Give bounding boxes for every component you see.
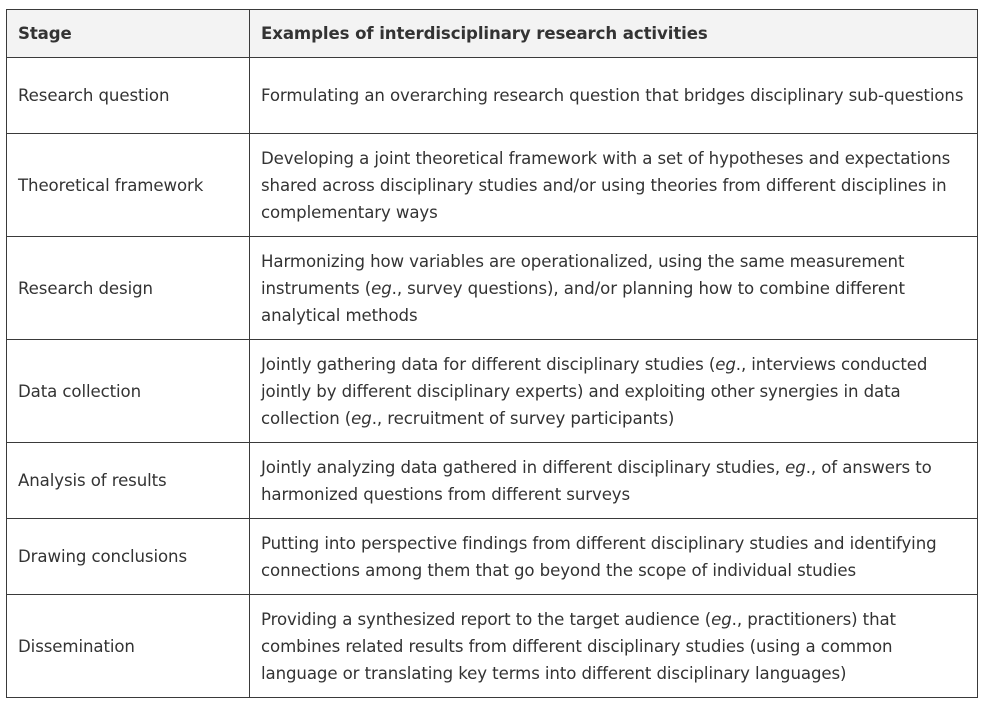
table-row — [7, 340, 978, 443]
examples-cell — [250, 519, 978, 595]
examples-text: Jointly gathering data for different disciplinary studies ( — [261, 354, 716, 374]
stage-cell: Research design — [7, 237, 250, 340]
table-header-row — [7, 10, 978, 58]
stage-cell: Data collection — [7, 340, 250, 443]
examples-cell — [250, 443, 978, 519]
examples-text: ., recruitment of survey participants) — [371, 408, 675, 428]
examples-cell — [250, 595, 978, 698]
column-header-stage: Stage — [7, 10, 250, 58]
stage-cell: Analysis of results — [7, 443, 250, 519]
stage-cell: Drawing conclusions — [7, 519, 250, 595]
examples-cell — [250, 58, 978, 134]
examples-text: Providing a synthesized report to the target audience ( — [261, 609, 712, 629]
table-row — [7, 519, 978, 595]
examples-text: ., survey questions), and/or planning how to combine different analytical methods — [261, 278, 905, 325]
stage-cell: Theoretical framework — [7, 134, 250, 237]
examples-text: Putting into perspective findings from different disciplinary studies and identifying connections among them that go beyond the scope of individual studies — [261, 533, 937, 580]
examples-cell — [250, 237, 978, 340]
eg-abbreviation: eg — [711, 609, 732, 629]
stage-cell: Dissemination — [7, 595, 250, 698]
examples-cell — [250, 340, 978, 443]
table-row — [7, 237, 978, 340]
interdisciplinary-activities-table — [6, 9, 978, 698]
examples-text: Harmonizing how variables are operationalized, using the same measurement instruments ( — [261, 251, 905, 298]
eg-abbreviation: eg — [785, 457, 806, 477]
stage-cell: Research question — [7, 58, 250, 134]
table-row — [7, 443, 978, 519]
examples-cell — [250, 134, 978, 237]
table-row — [7, 58, 978, 134]
examples-text: Developing a joint theoretical framework with a set of hypotheses and expectations shared across disciplinary studies and/or using theories from different disciplines in complementary ways — [261, 148, 951, 222]
eg-abbreviation: eg — [715, 354, 736, 374]
eg-abbreviation: eg — [351, 408, 372, 428]
examples-text: Jointly analyzing data gathered in different disciplinary studies, — [261, 457, 786, 477]
column-header-examples: Examples of interdisciplinary research activities — [250, 10, 978, 58]
examples-text: ., practitioners) that combines related results from different disciplinary studies (using a common language or translating key terms into different disciplinary languages) — [261, 609, 896, 683]
examples-text: ., of answers to harmonized questions from different surveys — [261, 457, 932, 504]
table-row — [7, 595, 978, 698]
table-row — [7, 134, 978, 237]
examples-text: Formulating an overarching research question that bridges disciplinary sub-questions — [261, 86, 964, 105]
eg-abbreviation: eg — [371, 278, 392, 298]
examples-text: ., interviews conducted jointly by different disciplinary experts) and exploiting other synergies in data collection ( — [261, 354, 928, 428]
